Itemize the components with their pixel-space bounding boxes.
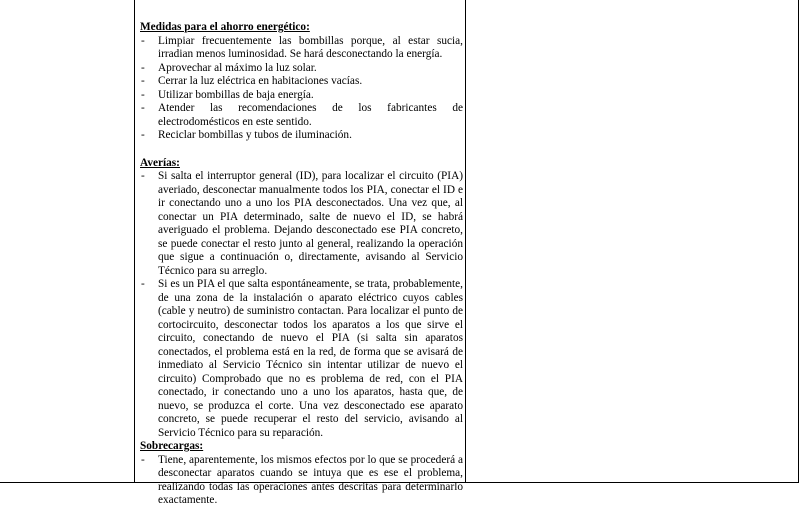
table-column-left [0, 0, 135, 482]
list-item: - Limpiar frecuentemente las bombillas porque, al estar sucia, irradian menos luminosidad. Se hará desconectando la energía. [140, 35, 463, 62]
list-item: - Cerrar la luz eléctrica en habitaciones vacías. [140, 75, 463, 89]
spacer [140, 143, 463, 157]
list-item: - Si es un PIA el que salta espontáneamente, se trata, probablemente, de una zona de la instalación o aparato eléctrico cuyos cables (cable y neutro) de suministro contactan. Para localizar el punto de cortocircuito, desconectar todos los aparatos a los que sirve el circuito, conectando de nuevo el PIA (si salta sin aparatos conectados, el problema está en la red, de forma que se avisará de inmediato al Servicio Técnico sin intentar utilizar de nuevo el circuito) Comprobado que no es problema de red, con el PIA conectado, ir conectando uno a uno los aparatos, hasta que, de nuevo, se produzca el corte. Una vez desconectado ese aparato concreto, se puede recuperar el resto del servicio, avisando al Servicio Técnico para su reparación. [140, 278, 463, 440]
list-ahorro [140, 35, 463, 143]
section-heading-sobrecargas: Sobrecargas: [140, 440, 204, 452]
list-item: - Si salta el interruptor general (ID), para localizar el circuito (PIA) averiado, desconectar manualmente todos los PIA, conectar el ID e ir conectando uno a uno los PIA desconectados. Una vez que, al conectar un PIA determinado, salte de nuevo el ID, se habrá averiguado el problema. Dejando desconectado ese PIA concreto, se puede conectar el resto junto al general, realizando la operación que sigue a continuación o, directamente, avisando al Servicio Técnico para su arreglo. [140, 170, 463, 278]
list-item: - Tiene, aparentemente, los mismos efectos por lo que se procederá a desconectar aparatos cuando se intuya que es ese el problema, realizando todas las operaciones antes descritas para determinarlo exactamente. [140, 454, 463, 508]
section-heading-averias: Averías: [140, 156, 180, 169]
list-averias [140, 170, 463, 440]
list-item: - Aprovechar al máximo la luz solar. [140, 62, 463, 76]
list-item: - Reciclar bombillas y tubos de iluminación. [140, 129, 463, 143]
list-item: - Atender las recomendaciones de los fabricantes de electrodomésticos en este sentido. [140, 102, 463, 129]
cell-content [140, 21, 463, 508]
list-sobrecargas [140, 454, 463, 508]
section-heading-ahorro: Medidas para el ahorro energético: [140, 21, 310, 33]
list-item: - Utilizar bombillas de baja energía. [140, 89, 463, 103]
